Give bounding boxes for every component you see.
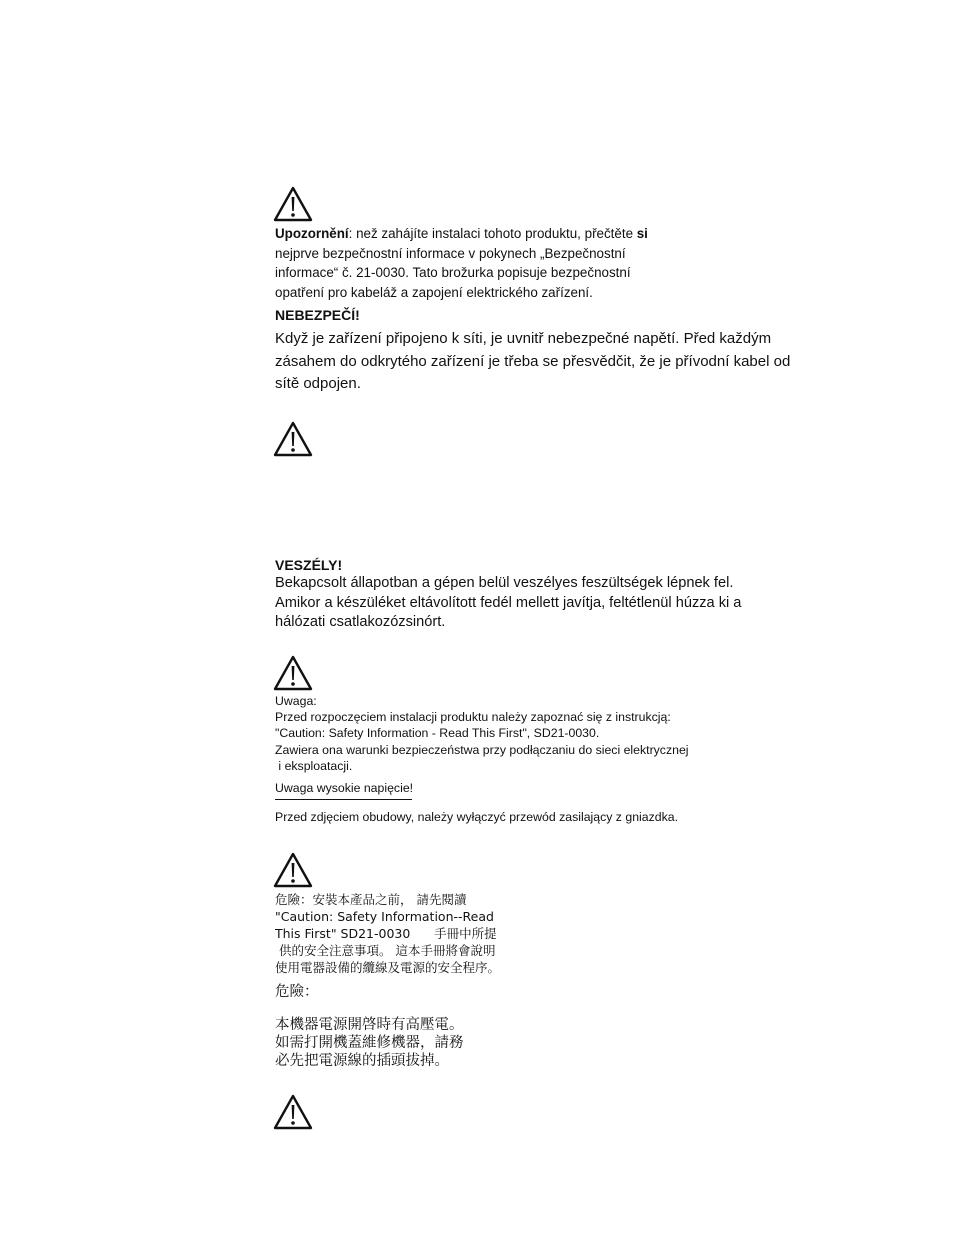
chinese-danger-line: 如需打開機蓋維修機器，請務: [275, 1035, 464, 1051]
polish-caution-line: i eksploatacji.: [275, 758, 353, 773]
warning-triangle-icon: [273, 186, 313, 222]
czech-caution-line: informace“ č. 21-0030. Tato brožurka popisuje bezpečnostní: [275, 265, 631, 280]
hungarian-danger-line: Bekapcsolt állapotban a gépen belül veszélyes feszültségek lépnek fel.: [275, 575, 734, 591]
warning-triangle-icon: [273, 1094, 313, 1130]
hungarian-danger-line: hálózati csatlakozózsinórt.: [275, 614, 446, 630]
czech-caution-line: nejprve bezpečnostní informace v pokynech „Bezpečnostní: [275, 245, 626, 261]
hungarian-danger-heading: VESZÉLY!: [275, 557, 343, 573]
czech-danger-line: Když je zařízení připojeno k síti, je uvnitř nebezpečné napětí. Před každým: [275, 330, 772, 347]
polish-caution-line: Przed rozpoczęciem instalacji produktu należy zapoznać się z instrukcją:: [275, 710, 671, 725]
chinese-danger-heading: 危險：: [275, 984, 319, 1000]
warning-triangle-icon: [273, 655, 313, 691]
polish-caution-line: Uwaga:: [275, 694, 317, 708]
czech-caution-line: Upozornění: než zahájíte instalaci tohoto produktu, přečtěte si: [275, 226, 648, 241]
czech-caution-label: Upozornění: [275, 226, 349, 241]
hungarian-danger-text: [275, 574, 741, 633]
polish-high-voltage-heading: Uwaga wysokie napięcie!: [275, 781, 412, 800]
czech-caution-line: opatření pro kabeláž a zapojení elektrického zařízení.: [275, 284, 593, 300]
chinese-danger-line: 本機器電源開啓時有高壓電。: [275, 1017, 464, 1033]
polish-caution-text: [275, 693, 689, 774]
chinese-caution-line: "Caution: Safety Information--Read: [275, 909, 494, 924]
chinese-caution-line: This First" SD21-0030 手冊中所提: [275, 926, 497, 941]
chinese-caution-line: 使用電器設備的纜線及電源的安全程序。: [275, 960, 501, 975]
czech-danger-line: sítě odpojen.: [275, 375, 361, 392]
chinese-caution-line: 危險：安裝本產品之前， 請先閱讀: [275, 892, 467, 907]
chinese-caution-line: 供的安全注意事項。 這本手冊將會說明: [275, 943, 496, 958]
polish-caution-line: Zawiera ona warunki bezpieczeństwa przy podłączaniu do sieci elektrycznej: [275, 742, 689, 757]
czech-danger-heading: NEBEZPEČÍ!: [275, 307, 360, 323]
chinese-danger-line: 必先把電源線的插頭拔掉。: [275, 1053, 449, 1069]
polish-caution-line: "Caution: Safety Information - Read This First", SD21-0030.: [275, 726, 600, 741]
chinese-caution-text: [275, 891, 500, 976]
hungarian-danger-line: Amikor a készüléket eltávolított fedél mellett javítja, feltétlenül húzza ki a: [275, 594, 742, 611]
warning-triangle-icon: [273, 852, 313, 888]
czech-danger-line: zásahem do odkrytého zařízení je třeba se přesvědčit, že je přívodní kabel od: [275, 352, 791, 370]
chinese-danger-text: [275, 1016, 464, 1070]
czech-caution-text: [275, 224, 648, 302]
czech-danger-text: [275, 328, 790, 396]
polish-danger-note: Przed zdjęciem obudowy, należy wyłączyć przewód zasilający z gniazdka.: [275, 810, 679, 824]
warning-triangle-icon: [273, 421, 313, 457]
